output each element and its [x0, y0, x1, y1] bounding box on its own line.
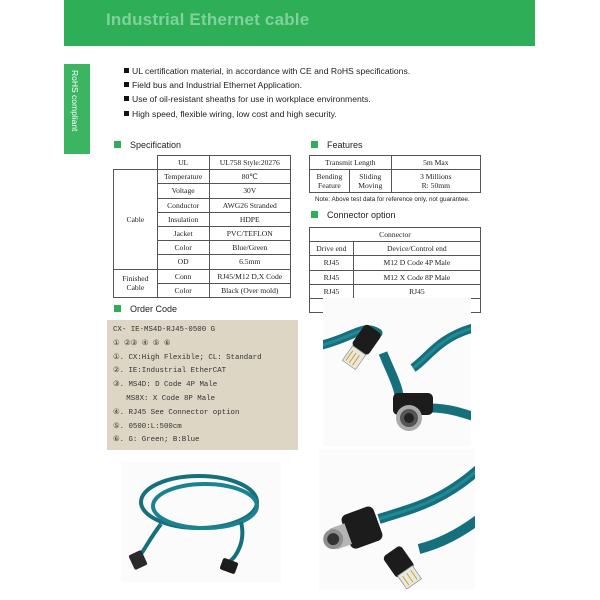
table-row: UL UL758 Style:20276 [114, 156, 291, 170]
order-code-lines [113, 324, 262, 448]
order-code-line: ① ②③ ④ ⑤ ⑥ [113, 339, 171, 348]
bullet-square-icon [124, 111, 129, 116]
order-code-line: ⑤. 0500:L:500cm [113, 422, 182, 431]
table-row: Conductor AWG26 Stranded [114, 198, 291, 212]
table-row: Voltage 30V [114, 184, 291, 198]
finished-cable-group-cell: Finished Cable [114, 269, 158, 297]
order-code-line: ①. CX:High Flexible; CL: Standard [113, 353, 262, 362]
bullet-item: Field bus and Industrial Ethernet Application. [124, 78, 410, 92]
cable-connector-closeup-photo [323, 298, 471, 446]
m12-and-rj45-connectors-photo [319, 449, 475, 589]
table-row: RJ45 M12 X Code 8P Male [310, 270, 481, 284]
order-code-line: ⑥. G: Green; B:Blue [113, 436, 200, 445]
order-code-line: ②. IE:Industrial EtherCAT [113, 367, 227, 376]
table-row: Color Black (Over mold) [114, 283, 291, 297]
bullet-square-icon [124, 68, 129, 73]
specification-table [113, 155, 291, 298]
table-row: Finished Cable Conn RJ45/M12 D,X Code [114, 269, 291, 283]
bullet-square-icon [124, 96, 129, 101]
coiled-cable-illustration [121, 462, 281, 582]
table-row: Bending Feature Sliding Moving 3 Millions R: 50mm [310, 170, 481, 193]
connectors-illustration [319, 449, 475, 589]
specification-heading: Specification [114, 140, 181, 150]
features-table [309, 155, 481, 193]
bullet-item: UL certification material, in accordance with CE and RoHS specifications. [124, 64, 410, 78]
order-code-line: CX- IE-MS4D-RJ45-0500 G [113, 326, 216, 334]
feature-bullet-list [124, 64, 410, 121]
rohs-side-tab [64, 64, 90, 154]
section-square-icon [311, 211, 318, 218]
coiled-cable-photo [121, 462, 281, 582]
test-data-note: Note: Above test data for reference only, not guarantee. [315, 196, 470, 203]
table-row: Connector [310, 228, 481, 242]
order-code-heading: Order Code [114, 304, 177, 314]
cable-connector-closeup-illustration [323, 298, 471, 446]
bullet-item: Use of oil-resistant sheaths for use in workplace environments. [124, 92, 410, 106]
title-banner [64, 0, 535, 46]
table-row: Jacket PVC/TEFLON [114, 226, 291, 240]
bullet-square-icon [124, 82, 129, 87]
features-heading: Features [311, 140, 363, 150]
table-row: Transmit Length 5m Max [310, 156, 481, 170]
table-row: Drive end Device/Control end [310, 242, 481, 256]
table-row: Insulation HDPE [114, 212, 291, 226]
order-code-line: ④. RJ45 See Connector option [113, 408, 240, 417]
bending-feature-cell: Bending Feature [310, 170, 350, 193]
table-row: Cable Temperature 80℃ [114, 170, 291, 184]
banner-title: Industrial Ethernet cable [106, 10, 310, 29]
table-row: Color Blue/Green [114, 241, 291, 255]
table-row: RJ45 M12 D Code 4P Male [310, 256, 481, 270]
section-square-icon [114, 141, 121, 148]
connector-heading: Connector option [311, 210, 396, 220]
bullet-item: High speed, flexible wiring, low cost and high security. [124, 107, 410, 121]
section-square-icon [311, 141, 318, 148]
order-code-line: ③. MS4D: D Code 4P Male [113, 381, 218, 390]
cable-group-cell: Cable [114, 170, 158, 269]
table-row: OD 6.5mm [114, 255, 291, 269]
order-code-line: MS8X: X Code 8P Male [113, 394, 216, 403]
rohs-label: RoHS compliant [70, 70, 80, 132]
table-row: RJ45 RJ45 [310, 284, 481, 298]
section-square-icon [114, 305, 121, 312]
